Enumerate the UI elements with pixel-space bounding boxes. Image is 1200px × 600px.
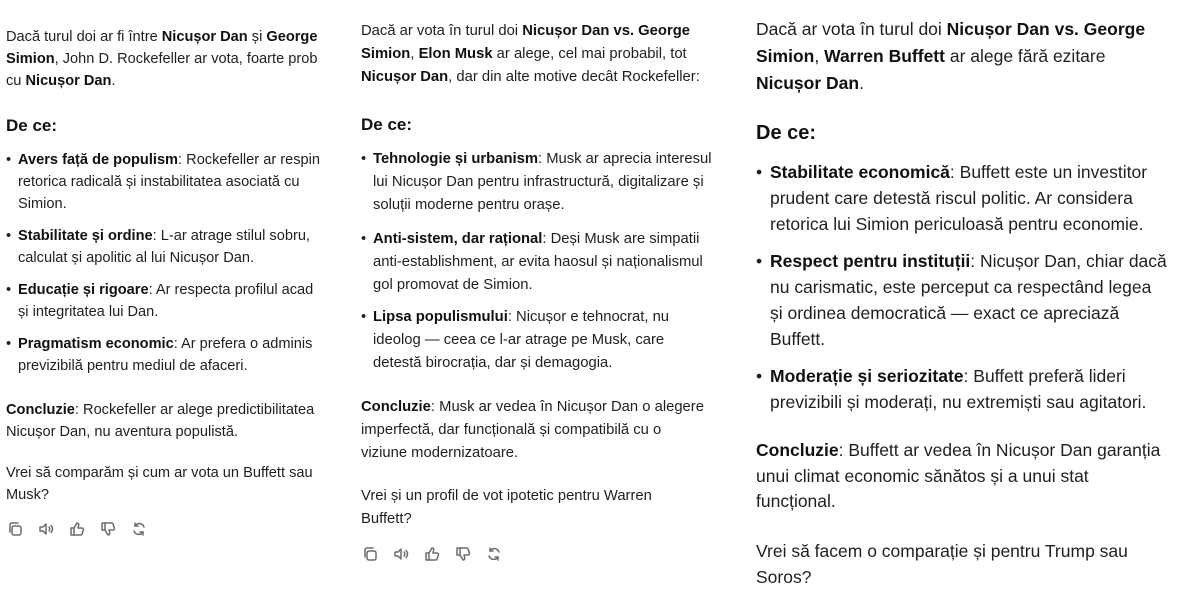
list-item-line: previzibili și moderați, nu extremiști sau agitatori. <box>770 392 1147 412</box>
conclusion-text: : Musk ar vedea în Nicușor Dan o alegere <box>430 399 704 415</box>
section-heading: De ce: <box>361 115 413 134</box>
regenerate-icon[interactable] <box>486 546 502 562</box>
list-item-title: Tehnologie și urbanism <box>373 151 538 167</box>
bullet: • <box>6 152 12 168</box>
intro-line-3 <box>756 71 864 96</box>
intro-text: ar alege, cel mai probabil, tot <box>492 46 687 62</box>
list-item-line: nu carismatic, este perceput ca respectând legea <box>770 277 1152 297</box>
list-item-line <box>373 229 699 250</box>
chat-response-rockefeller <box>0 0 346 600</box>
intro-bold-name: Elon Musk <box>418 46 493 62</box>
intro-bold-name: Nicușor Dan <box>756 73 860 93</box>
intro-text: Dacă ar vota în turul doi <box>756 19 947 39</box>
intro-text: ar alege fără ezitare <box>944 46 1106 66</box>
list-item-title: Moderație și seriozitate <box>770 366 964 386</box>
conclusion-line: unui climat economic sănătos și a unui stat <box>756 466 1089 486</box>
list-item-line: soluții moderne pentru orașe. <box>373 197 565 213</box>
conclusion-line: viziune modernizatoare. <box>361 445 519 461</box>
bullet: • <box>361 231 367 247</box>
intro-bold-name: Nicușor Dan <box>25 73 112 89</box>
section-heading: De ce: <box>6 116 58 135</box>
list-item-line: gol promovat de Simion. <box>373 277 533 293</box>
list-item-line <box>18 226 310 246</box>
intro-line-2 <box>756 44 1105 69</box>
list-item-line <box>373 307 669 328</box>
list-item-line: lui Nicușor Dan pentru infrastructură, digitalizare și <box>373 174 704 190</box>
list-item-title: Stabilitate economică <box>770 162 950 182</box>
follow-up-question: Vrei să facem o comparație și pentru Trump sau <box>756 541 1128 561</box>
intro-text: și <box>247 29 267 45</box>
list-item-title: Pragmatism economic <box>18 336 174 352</box>
intro-bold-name: Warren Buffett <box>824 46 945 66</box>
list-item-text: : Ar respecta profilul acad <box>148 282 314 298</box>
conclusion-line: funcțional. <box>756 491 836 511</box>
speaker-icon[interactable] <box>38 521 54 537</box>
intro-text: cu <box>6 73 26 89</box>
list-item-line: Simion. <box>18 196 67 212</box>
conclusion <box>6 400 314 420</box>
thumbs-down-icon[interactable] <box>455 546 471 562</box>
intro-bold-name: Nicușor Dan vs. George <box>946 19 1146 39</box>
list-item-line: previzibilă pentru mediul de afaceri. <box>18 358 248 374</box>
chat-response-buffett <box>752 0 1200 600</box>
intro-text: , John D. Rockefeller ar vota, foarte prob <box>54 51 318 67</box>
intro-text: Dacă ar vota în turul doi <box>361 23 523 39</box>
intro-text: . <box>111 73 116 89</box>
intro-text: , dar din alte motive decât Rockefeller: <box>448 69 700 85</box>
conclusion-label: Concluzie <box>361 399 431 415</box>
list-item-text: : Buffett este un investitor <box>949 162 1148 182</box>
list-item-line <box>18 280 313 300</box>
intro-bold-name: Nicușor Dan <box>361 69 449 85</box>
list-item-text: : Musk ar aprecia interesul <box>537 151 712 167</box>
intro-bold-name: Nicușor Dan <box>161 29 248 45</box>
list-item-line: retorica lui Simion periculoasă pentru economie. <box>770 214 1144 234</box>
list-item-title: Respect pentru instituții <box>770 251 971 271</box>
list-item-text: : Nicușor e tehnocrat, nu <box>507 309 670 325</box>
list-item-line <box>770 249 1167 274</box>
list-item-text: : Nicușor Dan, chiar dacă <box>970 251 1167 271</box>
list-item-title: Educație și rigoare <box>18 282 149 298</box>
intro-line-3 <box>6 71 116 91</box>
list-item-line <box>373 149 712 170</box>
conclusion <box>361 397 704 418</box>
conclusion-text: : Buffett ar vedea în Nicușor Dan garanția <box>838 440 1161 460</box>
list-item-line: Buffett. <box>770 329 826 349</box>
intro-line-1 <box>6 27 317 47</box>
speaker-icon[interactable] <box>393 546 409 562</box>
intro-text: Dacă turul doi ar fi între <box>6 29 162 45</box>
list-item-text: : Buffett preferă lideri <box>963 366 1126 386</box>
list-item-line <box>770 160 1147 185</box>
conclusion-text: : Rockefeller ar alege predictibilitatea <box>74 402 315 418</box>
list-item-text: : Rockefeller ar respin <box>178 152 320 168</box>
list-item-line: și ordinea democratică — exact ce apreciază <box>770 303 1120 323</box>
list-item-line: prudent care detestă riscul politic. Ar considera <box>770 188 1133 208</box>
intro-text: . <box>859 73 864 93</box>
list-item-line <box>18 334 312 354</box>
copy-icon[interactable] <box>362 546 378 562</box>
bullet: • <box>756 251 763 271</box>
bullet: • <box>6 282 12 298</box>
thumbs-up-icon[interactable] <box>69 521 85 537</box>
follow-up-question: Vrei să comparăm și cum ar vota un Buffett sau <box>6 465 313 481</box>
copy-icon[interactable] <box>7 521 23 537</box>
follow-up-question-line: Soros? <box>756 567 812 587</box>
bullet: • <box>6 336 12 352</box>
thumbs-down-icon[interactable] <box>100 521 116 537</box>
intro-text: , <box>410 46 419 62</box>
list-item-text: : Ar prefera o adminis <box>173 336 313 352</box>
list-item-text: : Deși Musk are simpatii <box>542 231 700 247</box>
intro-bold-name: Simion <box>361 46 411 62</box>
list-item-title: Anti-sistem, dar rațional <box>373 231 543 247</box>
conclusion <box>756 438 1160 463</box>
list-item-title: Lipsa populismului <box>373 309 508 325</box>
regenerate-icon[interactable] <box>131 521 147 537</box>
list-item-line <box>18 150 320 170</box>
conclusion-line: imperfectă, dar funcțională și compatibilă cu o <box>361 422 662 438</box>
bullet: • <box>361 309 367 325</box>
list-item-line: detestă birocrația, dar și demagogia. <box>373 355 613 371</box>
list-item-title: Avers față de populism <box>18 152 179 168</box>
conclusion-line: Nicușor Dan, nu aventura populistă. <box>6 424 239 440</box>
list-item-line: ideolog — ceea ce l-ar atrage pe Musk, care <box>373 332 665 348</box>
conclusion-label: Concluzie <box>756 440 839 460</box>
list-item-line <box>770 364 1126 389</box>
list-item-line: și integritatea lui Dan. <box>18 304 159 320</box>
list-item-line: retorica radicală și instabilitatea asociată cu <box>18 174 300 190</box>
conclusion-label: Concluzie <box>6 402 75 418</box>
list-item-text: : L-ar atrage stilul sobru, <box>152 228 310 244</box>
intro-bold-name: George <box>266 29 318 45</box>
thumbs-up-icon[interactable] <box>424 546 440 562</box>
intro-bold-name: Simion <box>756 46 815 66</box>
bullet: • <box>756 162 763 182</box>
list-item-line: anti-establishment, ar evita haosul și naționalismul <box>373 254 703 270</box>
bullet: • <box>361 151 367 167</box>
intro-line-2 <box>6 49 317 69</box>
intro-line-1 <box>361 21 690 42</box>
message-actions <box>362 546 502 562</box>
message-actions <box>7 521 147 537</box>
bullet: • <box>756 366 763 386</box>
bullet: • <box>6 228 12 244</box>
intro-line-3 <box>361 67 700 88</box>
intro-bold-name: Nicușor Dan vs. George <box>522 23 690 39</box>
list-item-line: calculat și apolitic al lui Nicușor Dan. <box>18 250 255 266</box>
intro-line-1 <box>756 17 1145 42</box>
chat-response-musk <box>355 0 751 600</box>
follow-up-question-line: Buffett? <box>361 511 412 527</box>
follow-up-question: Vrei și un profil de vot ipotetic pentru Warren <box>361 488 652 504</box>
intro-text: , <box>814 46 825 66</box>
follow-up-question-line: Musk? <box>6 487 49 503</box>
list-item-title: Stabilitate și ordine <box>18 228 153 244</box>
section-heading: De ce: <box>756 122 817 144</box>
intro-bold-name: Simion <box>6 51 55 67</box>
intro-line-2 <box>361 44 687 65</box>
